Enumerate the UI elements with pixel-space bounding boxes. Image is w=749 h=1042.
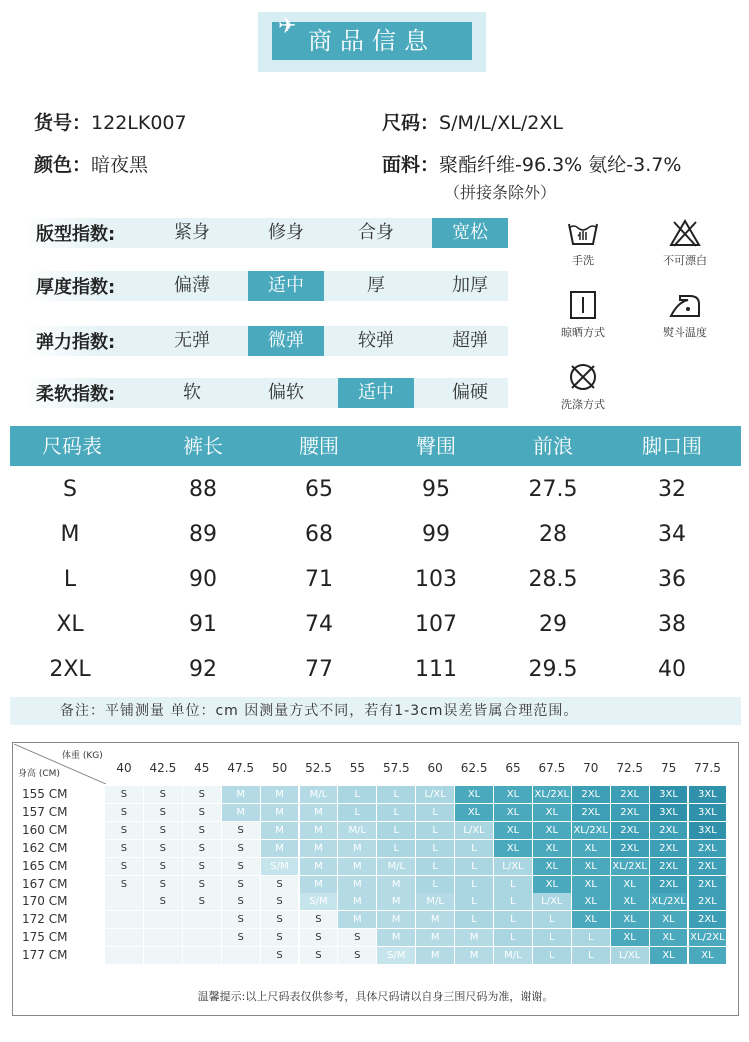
- chart-cell: XL/2XL: [572, 822, 610, 839]
- chart-cell: S/M: [261, 858, 299, 875]
- height-axis-label: 身高 (CM): [18, 769, 60, 779]
- chart-cell: XL: [533, 804, 571, 821]
- header-leg-opening: 脚口围: [642, 434, 702, 458]
- chart-cell: [222, 947, 260, 964]
- chart-cell: 2XL: [650, 858, 688, 875]
- index-option: 适中: [248, 271, 324, 301]
- care-no-bleach: 不可漂白: [655, 218, 715, 268]
- height-label: 167 CM: [22, 876, 68, 891]
- chart-cell: XL/2XL: [689, 929, 727, 946]
- height-label: 162 CM: [22, 840, 68, 855]
- chart-cell: XL: [572, 876, 610, 893]
- size-cell: 74: [305, 612, 333, 637]
- chart-cell: [105, 947, 143, 964]
- chart-cell: XL: [494, 804, 532, 821]
- chart-cell: S: [222, 929, 260, 946]
- chart-cell: S: [105, 876, 143, 893]
- chart-cell: S: [183, 822, 221, 839]
- chart-cell: 2XL: [689, 911, 727, 928]
- height-label: 157 CM: [22, 804, 68, 819]
- index-option: 偏软: [268, 382, 304, 403]
- chart-cell: M: [377, 911, 415, 928]
- chart-cell: L: [416, 822, 454, 839]
- size-cell: 88: [189, 477, 217, 502]
- chart-cell: L: [338, 804, 376, 821]
- care-drip-dry: 晾晒方式: [553, 290, 613, 340]
- size-cell: 28.5: [528, 567, 578, 592]
- chart-cell: L: [377, 822, 415, 839]
- chart-cell: S: [144, 786, 182, 803]
- chart-cell: L: [533, 911, 571, 928]
- chart-cell: M: [222, 804, 260, 821]
- chart-cell: 2XL: [689, 893, 727, 910]
- footer-tip: 温馨提示:以上尺码表仅供参考，具体尺码请以自身三围尺码为准，谢谢。: [197, 990, 554, 1003]
- weight-label: 70: [583, 761, 599, 775]
- chart-cell: M/L: [494, 947, 532, 964]
- chart-cell: [105, 893, 143, 910]
- chart-cell: M/L: [377, 858, 415, 875]
- size-cell: 92: [189, 657, 217, 682]
- size-cell: M: [60, 522, 80, 547]
- chart-cell: M: [338, 893, 376, 910]
- chart-cell: S: [105, 858, 143, 875]
- weight-label: 50: [271, 761, 288, 775]
- chart-cell: 2XL: [650, 876, 688, 893]
- weight-label: 40: [116, 761, 132, 775]
- chart-cell: L: [572, 947, 610, 964]
- index-option: 偏硬: [452, 382, 488, 403]
- size-cell: 91: [189, 612, 217, 637]
- chart-cell: M: [455, 947, 493, 964]
- chart-cell: M: [338, 876, 376, 893]
- size-cell: 32: [658, 477, 686, 502]
- chart-cell: L: [377, 804, 415, 821]
- chart-cell: S: [300, 911, 338, 928]
- index-label: 厚度指数:: [36, 277, 116, 298]
- chart-cell: L/XL: [533, 893, 571, 910]
- chart-cell: S: [222, 876, 260, 893]
- chart-cell: XL: [689, 947, 727, 964]
- index-option: 较弹: [358, 330, 394, 351]
- chart-cell: 2XL: [650, 822, 688, 839]
- chart-cell: [183, 911, 221, 928]
- chart-cell: S: [144, 840, 182, 857]
- chart-cell: XL: [533, 822, 571, 839]
- chart-cell: M: [300, 876, 338, 893]
- index-row: [24, 326, 508, 356]
- weight-axis-label: 体重 (KG): [62, 751, 103, 761]
- size-cell: 2XL: [49, 657, 91, 682]
- chart-cell: S: [261, 947, 299, 964]
- index-option: 修身: [268, 222, 304, 243]
- size-cell: XL: [56, 612, 84, 637]
- weight-label: 60: [427, 761, 443, 775]
- chart-cell: S: [144, 893, 182, 910]
- chart-cell: 2XL: [572, 804, 610, 821]
- chart-cell: S: [222, 840, 260, 857]
- chart-cell: S: [261, 929, 299, 946]
- chart-cell: M: [300, 858, 338, 875]
- index-option: 加厚: [452, 275, 488, 296]
- care-no-dry-clean: 洗涤方式: [553, 362, 613, 412]
- chart-cell: L: [494, 929, 532, 946]
- chart-cell: XL: [611, 876, 649, 893]
- size-cell: 107: [415, 612, 457, 637]
- size-cell: 77: [305, 657, 333, 682]
- index-option: 厚: [367, 275, 385, 296]
- chart-cell: M: [261, 786, 299, 803]
- chart-cell: L: [377, 786, 415, 803]
- chart-cell: L: [416, 876, 454, 893]
- chart-cell: M: [300, 804, 338, 821]
- care-hand-wash: 手洗: [553, 218, 613, 268]
- chart-cell: XL: [572, 858, 610, 875]
- chart-cell: XL: [533, 858, 571, 875]
- index-option: 适中: [338, 378, 414, 408]
- size-cell: 103: [415, 567, 457, 592]
- index-option: 合身: [358, 222, 394, 243]
- weight-label: 72.5: [616, 761, 644, 775]
- chart-cell: M/L: [416, 893, 454, 910]
- chart-cell: M: [261, 804, 299, 821]
- weight-label: 75: [660, 761, 677, 775]
- measurement-note: 备注：平铺测量 单位：cm 因测量方式不同，若有1-3cm误差皆属合理范围。: [10, 697, 741, 725]
- chart-cell: 2XL: [689, 840, 727, 857]
- chart-cell: M/L: [300, 786, 338, 803]
- chart-cell: XL: [494, 822, 532, 839]
- chart-cell: 3XL: [650, 804, 688, 821]
- size-cell: 65: [305, 477, 333, 502]
- chart-cell: 2XL: [650, 840, 688, 857]
- index-option: 偏薄: [174, 275, 210, 296]
- chart-cell: S: [105, 786, 143, 803]
- weight-label: 55: [349, 761, 366, 775]
- chart-cell: 2XL: [572, 786, 610, 803]
- height-label: 160 CM: [22, 822, 68, 837]
- size-cell: 27.5: [528, 477, 578, 502]
- chart-cell: S: [144, 804, 182, 821]
- size-cell: 38: [658, 612, 686, 637]
- height-label: 155 CM: [22, 787, 68, 801]
- chart-cell: S: [261, 911, 299, 928]
- chart-cell: XL: [650, 947, 688, 964]
- item-number: 货号：122LK007: [34, 112, 187, 134]
- index-option: 微弹: [248, 326, 324, 356]
- chart-cell: 3XL: [650, 786, 688, 803]
- bird-icon: ✈: [278, 14, 297, 39]
- chart-cell: S: [183, 804, 221, 821]
- chart-cell: XL: [611, 893, 649, 910]
- weight-label: 65: [505, 761, 521, 775]
- chart-cell: S: [105, 840, 143, 857]
- size-cell: 29: [539, 612, 567, 637]
- fabric-note: （拼接条除外）: [444, 183, 557, 202]
- chart-cell: 2XL: [611, 804, 649, 821]
- index-label: 弹力指数:: [36, 332, 116, 353]
- height-label: 175 CM: [22, 930, 68, 945]
- fabric-info: 面料：聚酯纤维-96.3% 氨纶-3.7%: [382, 154, 682, 176]
- chart-cell: M: [338, 840, 376, 857]
- size-cell: 111: [415, 657, 457, 682]
- index-row: [24, 378, 508, 408]
- chart-cell: M: [416, 947, 454, 964]
- chart-cell: S: [222, 858, 260, 875]
- chart-cell: S: [144, 876, 182, 893]
- chart-cell: M: [261, 840, 299, 857]
- chart-cell: L: [494, 893, 532, 910]
- chart-cell: S: [105, 822, 143, 839]
- chart-cell: L: [377, 840, 415, 857]
- color-info: 颜色：暗夜黑: [34, 154, 149, 176]
- chart-cell: M: [416, 911, 454, 928]
- chart-cell: L: [416, 804, 454, 821]
- chart-cell: L: [533, 947, 571, 964]
- chart-cell: S: [222, 822, 260, 839]
- chart-cell: S: [105, 804, 143, 821]
- chart-cell: XL: [572, 911, 610, 928]
- chart-cell: L: [494, 911, 532, 928]
- chart-cell: 2XL: [689, 876, 727, 893]
- size-cell: 89: [189, 522, 217, 547]
- chart-cell: L: [572, 929, 610, 946]
- chart-cell: XL: [572, 840, 610, 857]
- header-rise: 前浪: [533, 434, 573, 458]
- chart-cell: L/XL: [611, 947, 649, 964]
- chart-cell: XL: [650, 911, 688, 928]
- chart-cell: S: [338, 929, 376, 946]
- size-cell: S: [63, 477, 77, 502]
- chart-cell: [144, 947, 182, 964]
- chart-cell: [183, 929, 221, 946]
- chart-cell: [183, 947, 221, 964]
- chart-cell: M: [338, 858, 376, 875]
- chart-cell: 2XL: [611, 840, 649, 857]
- page-title: 商品信息: [272, 22, 472, 60]
- chart-cell: S: [144, 822, 182, 839]
- size-cell: 68: [305, 522, 333, 547]
- chart-cell: S: [261, 893, 299, 910]
- chart-cell: S: [261, 876, 299, 893]
- size-cell: 28: [539, 522, 567, 547]
- chart-cell: 2XL: [611, 822, 649, 839]
- chart-cell: S: [183, 876, 221, 893]
- weight-label: 45: [194, 761, 210, 775]
- chart-cell: XL: [494, 786, 532, 803]
- iron-icon: [668, 290, 702, 320]
- header-size: 尺码表: [42, 434, 102, 458]
- chart-cell: XL/2XL: [533, 786, 571, 803]
- size-cell: 90: [189, 567, 217, 592]
- height-label: 172 CM: [22, 912, 68, 927]
- index-option: 超弹: [452, 330, 488, 351]
- chart-cell: XL: [650, 929, 688, 946]
- no-bleach-icon: [668, 218, 702, 248]
- size-table-header: [10, 426, 741, 466]
- chart-cell: S: [144, 858, 182, 875]
- chart-cell: [144, 929, 182, 946]
- chart-cell: L/XL: [455, 822, 493, 839]
- index-option: 宽松: [432, 218, 508, 248]
- drip-dry-icon: [566, 290, 600, 320]
- chart-cell: S: [338, 947, 376, 964]
- chart-cell: L: [455, 858, 493, 875]
- chart-cell: L: [416, 840, 454, 857]
- height-label: 177 CM: [22, 948, 68, 963]
- chart-cell: XL: [611, 929, 649, 946]
- chart-cell: XL: [455, 786, 493, 803]
- chart-cell: [105, 911, 143, 928]
- chart-cell: M: [300, 822, 338, 839]
- index-row: [24, 218, 508, 248]
- height-label: 170 CM: [22, 894, 68, 909]
- chart-cell: XL: [533, 840, 571, 857]
- header-hip: 臀围: [416, 434, 456, 458]
- chart-cell: L/XL: [494, 858, 532, 875]
- height-label: 165 CM: [22, 858, 68, 873]
- chart-cell: XL/2XL: [611, 858, 649, 875]
- size-cell: 99: [422, 522, 450, 547]
- index-row: [24, 271, 508, 301]
- index-option: 软: [183, 382, 201, 403]
- header-waist: 腰围: [299, 434, 339, 458]
- chart-cell: S: [183, 840, 221, 857]
- chart-cell: L: [494, 876, 532, 893]
- chart-cell: S: [300, 947, 338, 964]
- size-cell: L: [63, 567, 77, 592]
- chart-cell: L: [455, 876, 493, 893]
- chart-cell: S: [222, 911, 260, 928]
- chart-cell: XL: [455, 804, 493, 821]
- weight-label: 67.5: [538, 761, 566, 775]
- chart-cell: [144, 911, 182, 928]
- chart-cell: 3XL: [689, 786, 727, 803]
- size-cell: 71: [305, 567, 333, 592]
- chart-cell: S/M: [377, 947, 415, 964]
- chart-cell: 2XL: [689, 858, 727, 875]
- size-cell: 29.5: [528, 657, 578, 682]
- chart-cell: L: [338, 786, 376, 803]
- chart-cell: XL: [572, 893, 610, 910]
- chart-cell: 3XL: [689, 822, 727, 839]
- size-cell: 95: [422, 477, 450, 502]
- header-length: 裤长: [183, 434, 223, 458]
- chart-cell: M: [455, 929, 493, 946]
- chart-cell: L: [533, 929, 571, 946]
- size-cell: 36: [658, 567, 686, 592]
- chart-cell: M: [416, 929, 454, 946]
- chart-cell: L: [416, 858, 454, 875]
- chart-cell: L: [455, 911, 493, 928]
- chart-cell: S: [300, 929, 338, 946]
- weight-label: 77.5: [694, 761, 721, 775]
- index-option: 无弹: [174, 330, 210, 351]
- index-option: 紧身: [174, 222, 210, 243]
- care-iron: 熨斗温度: [655, 290, 715, 340]
- chart-cell: [105, 929, 143, 946]
- size-cell: 40: [658, 657, 686, 682]
- chart-cell: S: [183, 858, 221, 875]
- index-label: 柔软指数:: [36, 384, 116, 405]
- weight-label: 42.5: [149, 761, 177, 775]
- index-label: 版型指数:: [36, 224, 116, 245]
- size-cell: 34: [658, 522, 686, 547]
- chart-cell: 2XL: [611, 786, 649, 803]
- weight-label: 52.5: [305, 761, 332, 775]
- chart-cell: M: [222, 786, 260, 803]
- chart-cell: XL: [494, 840, 532, 857]
- chart-cell: L: [455, 893, 493, 910]
- chart-cell: XL: [611, 911, 649, 928]
- chart-cell: M/L: [338, 822, 376, 839]
- weight-label: 62.5: [460, 761, 488, 775]
- weight-label: 57.5: [382, 761, 410, 775]
- no-dry-clean-icon: [566, 362, 600, 392]
- chart-cell: M: [300, 840, 338, 857]
- chart-cell: S: [222, 893, 260, 910]
- chart-cell: XL/2XL: [650, 893, 688, 910]
- size-list: 尺码：S/M/L/XL/2XL: [382, 112, 563, 134]
- chart-cell: 3XL: [689, 804, 727, 821]
- hand-wash-icon: [566, 218, 600, 248]
- chart-cell: S: [183, 786, 221, 803]
- chart-cell: S/M: [300, 893, 338, 910]
- chart-cell: M: [377, 876, 415, 893]
- chart-cell: S: [183, 893, 221, 910]
- chart-cell: L: [455, 840, 493, 857]
- weight-label: 47.5: [227, 761, 255, 775]
- chart-cell: M: [261, 822, 299, 839]
- chart-cell: M: [377, 893, 415, 910]
- chart-cell: M: [377, 929, 415, 946]
- chart-cell: XL: [533, 876, 571, 893]
- chart-cell: M: [338, 911, 376, 928]
- chart-cell: L/XL: [416, 786, 454, 803]
